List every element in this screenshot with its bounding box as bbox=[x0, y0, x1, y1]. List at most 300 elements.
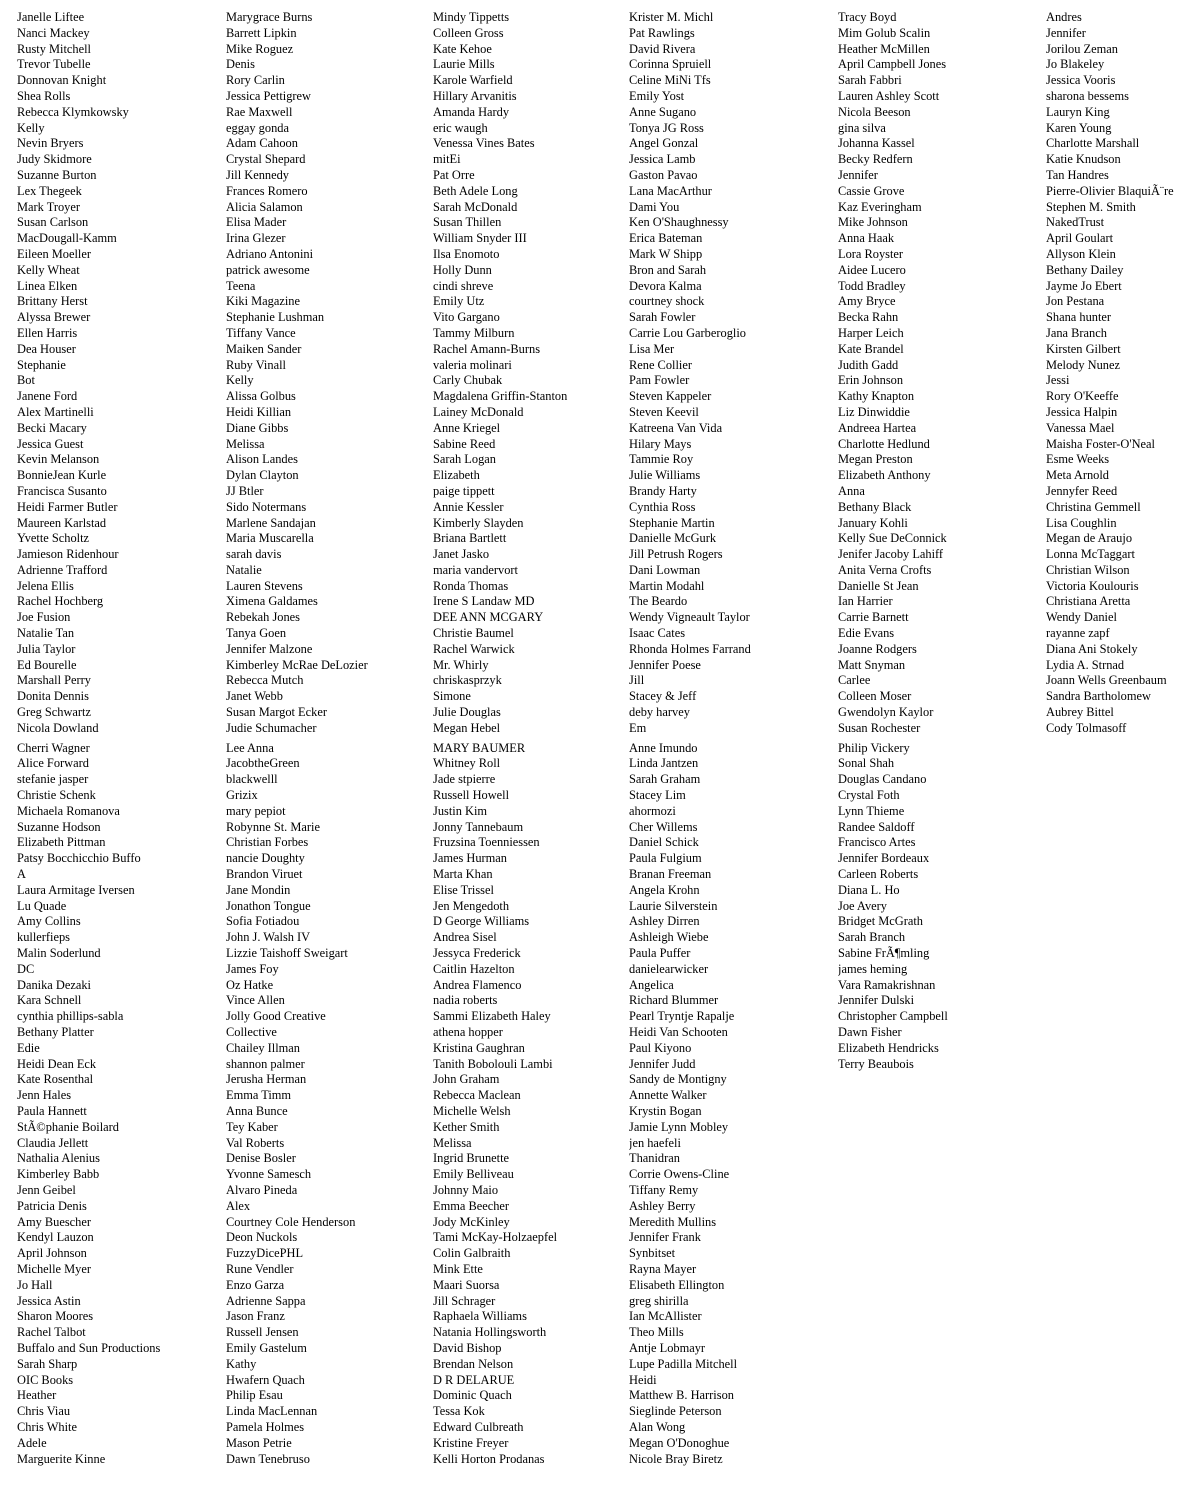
name-entry: Stacey Lim bbox=[629, 788, 686, 803]
name-entry: Shana hunter bbox=[1046, 310, 1112, 325]
name-entry: Jill bbox=[629, 673, 645, 688]
name-entry: rayanne zapf bbox=[1046, 626, 1110, 641]
name-entry: Kelly bbox=[226, 373, 254, 388]
name-entry: Bron and Sarah bbox=[629, 262, 707, 277]
name-entry: Heidi Dean Eck bbox=[17, 1056, 97, 1071]
name-entry: Sandy de Montigny bbox=[629, 1072, 727, 1087]
name-entry: Mark W Shipp bbox=[629, 246, 703, 261]
name-entry: Andres bbox=[1046, 10, 1082, 24]
name-entry: Anna bbox=[838, 483, 865, 498]
name-entry: Tessa Kok bbox=[433, 1404, 485, 1419]
name-entry: Terry Beaubois bbox=[838, 1056, 914, 1071]
name-entry: Denis bbox=[226, 57, 255, 72]
name-entry: Dani Lowman bbox=[629, 562, 701, 577]
name-entry: Jen Mengedoth bbox=[433, 898, 510, 913]
name-entry: Steven Kappeler bbox=[629, 389, 712, 404]
name-entry: Alyssa Brewer bbox=[17, 310, 91, 325]
name-entry: April Goulart bbox=[1046, 231, 1114, 246]
name-entry: Kirsten Gilbert bbox=[1046, 341, 1121, 356]
name-entry: Raphaela Williams bbox=[433, 1309, 527, 1324]
name-entry: Kendyl Lauzon bbox=[17, 1230, 94, 1245]
name-entry: Susan Thillen bbox=[433, 215, 502, 230]
name-entry: eggay gonda bbox=[226, 120, 289, 135]
name-entry: Kate Rosenthal bbox=[17, 1072, 94, 1087]
name-entry: Marygrace Burns bbox=[226, 10, 313, 24]
name-entry: Heather McMillen bbox=[838, 41, 930, 56]
name-entry: Krister M. Michl bbox=[629, 10, 714, 24]
name-entry: Justin Kim bbox=[433, 803, 488, 818]
name-entry: Kelli Horton Prodanas bbox=[433, 1451, 545, 1466]
name-entry: D George Williams bbox=[433, 914, 530, 929]
name-entry: maria vandervort bbox=[433, 562, 518, 577]
name-entry: Sabine FrÃ¶mling bbox=[838, 946, 930, 961]
name-entry: Francisca Susanto bbox=[17, 483, 107, 498]
name-entry: Edward Culbreath bbox=[433, 1419, 524, 1434]
name-entry: Jamieson Ridenhour bbox=[17, 547, 119, 562]
name-entry: Em bbox=[629, 720, 647, 735]
name-entry: Tanya Goen bbox=[226, 626, 287, 641]
name-entry: Philip Esau bbox=[226, 1388, 283, 1403]
name-entry: NakedTrust bbox=[1046, 215, 1105, 230]
name-entry: Chailey Illman bbox=[226, 1040, 300, 1055]
name-entry: Cody Tolmasoff bbox=[1046, 720, 1127, 735]
name-entry: Jane Mondin bbox=[226, 882, 291, 897]
name-entry: Alvaro Pineda bbox=[226, 1182, 298, 1197]
name-entry: Suzanne Hodson bbox=[17, 819, 101, 834]
name-entry: Paula Fulgium bbox=[629, 851, 702, 866]
name-entry: Adrienne Trafford bbox=[17, 562, 108, 577]
name-entry: Kaz Everingham bbox=[838, 199, 922, 214]
name-entry: Judie Schumacher bbox=[226, 720, 317, 735]
name-entry: Susan Carlson bbox=[17, 215, 89, 230]
name-entry: Becki Macary bbox=[17, 420, 87, 435]
name-entry: Jessica Halpin bbox=[1046, 404, 1118, 419]
name-entry: Sieglinde Peterson bbox=[629, 1404, 722, 1419]
name-entry: Susan Margot Ecker bbox=[226, 705, 327, 720]
name-entry: Colleen Moser bbox=[838, 689, 912, 704]
name-entry: Bethany Dailey bbox=[1046, 262, 1124, 277]
name-entry: Rune Vendler bbox=[226, 1261, 294, 1276]
name-entry: Christiana Aretta bbox=[1046, 594, 1131, 609]
name-entry: Maureen Karlstad bbox=[17, 515, 107, 530]
name-entry: Maria Muscarella bbox=[226, 531, 314, 546]
name-entry: Devora Kalma bbox=[629, 278, 702, 293]
name-entry: Steven Keevil bbox=[629, 404, 699, 419]
name-entry: Victoria Koulouris bbox=[1046, 578, 1139, 593]
name-entry: Kimberly Slayden bbox=[433, 515, 524, 530]
name-column-4 bbox=[629, 10, 829, 1467]
name-entry: Chris Viau bbox=[17, 1404, 71, 1419]
name-entry: Adrienne Sappa bbox=[226, 1293, 306, 1308]
name-entry: Meta Arnold bbox=[1046, 468, 1109, 483]
name-entry: Lee Anna bbox=[226, 740, 274, 755]
name-entry: Dawn Fisher bbox=[838, 1025, 902, 1039]
name-entry: A bbox=[17, 867, 26, 882]
name-entry: Jerusha Herman bbox=[226, 1072, 307, 1087]
name-entry: Denise Bosler bbox=[226, 1151, 296, 1166]
name-entry: Kevin Melanson bbox=[17, 452, 100, 467]
name-entry: Heather bbox=[17, 1388, 57, 1403]
name-entry: Cynthia Ross bbox=[629, 499, 696, 514]
name-entry: Deon Nuckols bbox=[226, 1230, 298, 1245]
name-entry: stefanie jasper bbox=[17, 772, 89, 787]
name-entry: mitEi bbox=[433, 152, 461, 167]
name-entry: DC bbox=[17, 961, 35, 976]
name-entry: Carlee bbox=[838, 673, 871, 688]
name-entry: Jonathon Tongue bbox=[226, 898, 311, 913]
name-entry: Jenn Hales bbox=[17, 1088, 72, 1103]
name-entry: Collective bbox=[226, 1025, 277, 1039]
name-entry: Sharon Moores bbox=[17, 1309, 94, 1324]
name-entry: Martin Modahl bbox=[629, 578, 705, 593]
name-entry: Angela Krohn bbox=[629, 882, 700, 897]
name-entry: deby harvey bbox=[629, 705, 690, 720]
name-entry: Corinna Spruiell bbox=[629, 57, 712, 72]
name-entry: Stephanie Lushman bbox=[226, 310, 325, 325]
name-entry: Philip Vickery bbox=[838, 740, 910, 755]
name-entry: danielearwicker bbox=[629, 961, 709, 976]
name-entry: Sarah Sharp bbox=[17, 1356, 78, 1371]
name-entry: Tonya JG Ross bbox=[629, 120, 704, 135]
name-entry: Alan Wong bbox=[629, 1419, 686, 1434]
name-entry: Michelle Myer bbox=[17, 1261, 91, 1276]
name-entry: Malin Soderlund bbox=[17, 946, 101, 961]
name-entry: Laura Armitage Iversen bbox=[17, 882, 135, 897]
name-entry: April Johnson bbox=[17, 1246, 87, 1261]
name-entry: Gaston Pavao bbox=[629, 167, 698, 182]
name-entry: Douglas Candano bbox=[838, 772, 927, 787]
name-entry: Jorilou Zeman bbox=[1046, 41, 1118, 56]
name-entry: Judith Gadd bbox=[838, 357, 899, 372]
name-entry: Ken O'Shaughnessy bbox=[629, 215, 729, 230]
name-entry: Suzanne Burton bbox=[17, 167, 97, 182]
name-entry: Michelle Welsh bbox=[433, 1103, 511, 1118]
name-entry: Charlotte Marshall bbox=[1046, 136, 1140, 151]
name-entry: Cher Willems bbox=[629, 819, 698, 834]
name-entry: Judy Skidmore bbox=[17, 152, 92, 167]
name-entry: Emma Timm bbox=[226, 1088, 292, 1103]
name-entry: Jill Kennedy bbox=[226, 167, 289, 182]
name-entry: Marshall Perry bbox=[17, 673, 91, 688]
name-entry: Janet Webb bbox=[226, 689, 283, 704]
name-entry: Christie Baumel bbox=[433, 626, 514, 641]
name-entry: JacobtheGreen bbox=[226, 756, 300, 771]
name-entry: Mim Golub Scalin bbox=[838, 25, 931, 40]
name-entry: athena hopper bbox=[433, 1025, 503, 1039]
name-entry: Jennifer Dulski bbox=[838, 993, 915, 1008]
name-entry: Branan Freeman bbox=[629, 867, 712, 882]
name-entry: Isaac Cates bbox=[629, 626, 686, 641]
name-entry: Edie Evans bbox=[838, 626, 895, 641]
name-entry: Celine MiNi Tfs bbox=[629, 73, 711, 88]
name-entry: Jennifer Judd bbox=[629, 1056, 696, 1071]
name-entry: shannon palmer bbox=[226, 1056, 305, 1071]
name-entry: Elisa Mader bbox=[226, 215, 287, 230]
name-entry: Stephanie bbox=[17, 357, 66, 372]
name-entry: Tiffany Vance bbox=[226, 325, 296, 340]
name-entry: Marlene Sandajan bbox=[226, 515, 316, 530]
name-entry: Heidi Farmer Butler bbox=[17, 499, 118, 514]
name-entry: Ellen Harris bbox=[17, 325, 78, 340]
name-entry: Janelle Liftee bbox=[17, 10, 85, 24]
name-entry: Lisa Mer bbox=[629, 341, 675, 356]
name-entry: Irene S Landaw MD bbox=[433, 594, 535, 609]
name-entry: Paula Puffer bbox=[629, 946, 691, 961]
name-entry: Francisco Artes bbox=[838, 835, 916, 850]
name-entry: Annette Walker bbox=[629, 1088, 707, 1103]
name-entry: Ruby Vinall bbox=[226, 357, 286, 372]
name-entry: Natalie bbox=[226, 562, 262, 577]
name-entry: Rebecca Mutch bbox=[226, 673, 304, 688]
name-entry: Ashley Berry bbox=[629, 1198, 696, 1213]
name-entry: Nicola Dowland bbox=[17, 720, 99, 735]
name-entry: Melissa bbox=[433, 1135, 472, 1150]
name-entry: Pierre-Olivier BlaquiÃ¨re bbox=[1046, 183, 1174, 198]
name-entry: April Campbell Jones bbox=[838, 57, 947, 72]
name-column-3 bbox=[433, 10, 633, 1467]
name-entry: Linda Jantzen bbox=[629, 756, 699, 771]
name-entry: Ian Harrier bbox=[838, 594, 893, 609]
name-entry: Wendy Daniel bbox=[1046, 610, 1117, 625]
name-entry: Sido Notermans bbox=[226, 499, 307, 514]
name-entry: Kiki Magazine bbox=[226, 294, 300, 309]
name-column-2 bbox=[226, 10, 426, 1467]
name-entry: Diana L. Ho bbox=[838, 882, 900, 897]
name-entry: Danielle McGurk bbox=[629, 531, 717, 546]
name-entry: Lauren Ashley Scott bbox=[838, 88, 940, 103]
name-entry: Charlotte Hedlund bbox=[838, 436, 930, 451]
name-entry: Lydia A. Strnad bbox=[1046, 657, 1125, 672]
name-entry: Todd Bradley bbox=[838, 278, 906, 293]
name-entry: Elisabeth Ellington bbox=[629, 1277, 725, 1292]
name-entry: Lora Royster bbox=[838, 246, 904, 261]
name-entry: Heidi bbox=[629, 1372, 657, 1387]
name-entry: Synbitset bbox=[629, 1246, 676, 1261]
name-entry: The Beardo bbox=[629, 594, 688, 609]
name-entry: jen haefeli bbox=[629, 1135, 681, 1150]
name-entry: D R DELARUE bbox=[433, 1372, 515, 1387]
name-entry: Megan Hebel bbox=[433, 720, 501, 735]
name-entry: Kathy Knapton bbox=[838, 389, 915, 404]
name-entry: Richard Blummer bbox=[629, 993, 719, 1008]
name-entry: Elizabeth Anthony bbox=[838, 468, 931, 483]
name-entry: Carleen Roberts bbox=[838, 867, 919, 882]
name-entry: Anna Haak bbox=[838, 231, 895, 246]
name-entry: Tanith Bobolouli Lambi bbox=[433, 1056, 553, 1071]
name-entry: patrick awesome bbox=[226, 262, 310, 277]
name-entry: Mike Roguez bbox=[226, 41, 294, 56]
name-entry: Danielle St Jean bbox=[838, 578, 919, 593]
name-entry: Maiken Sander bbox=[226, 341, 302, 356]
name-entry: Julia Taylor bbox=[17, 641, 76, 656]
name-entry: Jessica Pettigrew bbox=[226, 88, 311, 103]
name-entry: Emma Beecher bbox=[433, 1198, 510, 1213]
name-entry: Joann Wells Greenbaum bbox=[1046, 673, 1167, 688]
name-entry: greg shirilla bbox=[629, 1293, 689, 1308]
name-entry: Vanessa Mael bbox=[1046, 420, 1115, 435]
name-entry: Ilsa Enomoto bbox=[433, 246, 500, 261]
name-entry: Jessi bbox=[1046, 373, 1070, 388]
name-entry: Theo Mills bbox=[629, 1325, 684, 1340]
name-entry: Brittany Herst bbox=[17, 294, 88, 309]
name-column-6 bbox=[1046, 10, 1200, 737]
name-entry: Oz Hatke bbox=[226, 977, 274, 992]
name-entry: Rae Maxwell bbox=[226, 104, 293, 119]
name-entry: Megan Preston bbox=[838, 452, 913, 467]
name-entry: William Snyder III bbox=[433, 231, 527, 246]
name-entry: Tracy Boyd bbox=[838, 10, 897, 24]
name-entry: Rachel Hochberg bbox=[17, 594, 104, 609]
name-entry: Meredith Mullins bbox=[629, 1214, 717, 1229]
name-entry: Val Roberts bbox=[226, 1135, 285, 1150]
name-entry: Patricia Denis bbox=[17, 1198, 87, 1213]
name-entry: Mindy Tippetts bbox=[433, 10, 510, 24]
name-entry: Adele bbox=[17, 1435, 47, 1450]
name-entry: Nicole Bray Biretz bbox=[629, 1451, 723, 1466]
name-entry: Jill Petrush Rogers bbox=[629, 547, 723, 562]
name-entry: OIC Books bbox=[17, 1372, 74, 1387]
name-entry: chriskasprzyk bbox=[433, 673, 502, 688]
name-entry: Yvonne Samesch bbox=[226, 1167, 312, 1182]
name-entry: Irina Glezer bbox=[226, 231, 286, 246]
name-entry: Anna Bunce bbox=[226, 1103, 288, 1118]
name-entry: Pamela Holmes bbox=[226, 1419, 305, 1434]
name-entry: ahormozi bbox=[629, 803, 676, 818]
name-entry: Jessyca Frederick bbox=[433, 946, 521, 961]
name-entry: Emily Belliveau bbox=[433, 1167, 514, 1182]
name-entry: Colleen Gross bbox=[433, 25, 504, 40]
name-entry: nadia roberts bbox=[433, 993, 498, 1008]
name-entry: valeria molinari bbox=[433, 357, 512, 372]
name-entry: Becka Rahn bbox=[838, 310, 899, 325]
name-entry: Allyson Klein bbox=[1046, 246, 1116, 261]
name-entry: Rebecca Maclean bbox=[433, 1088, 521, 1103]
name-entry: Mike Johnson bbox=[838, 215, 908, 230]
name-entry: Sammi Elizabeth Haley bbox=[433, 1009, 551, 1024]
name-entry: Ian McAllister bbox=[629, 1309, 702, 1324]
name-entry: Emily Gastelum bbox=[226, 1340, 307, 1355]
name-entry: Daniel Schick bbox=[629, 835, 699, 850]
name-entry: Sandra Bartholomew bbox=[1046, 689, 1151, 704]
name-entry: James Hurman bbox=[433, 851, 507, 866]
name-entry: MacDougall-Kamm bbox=[17, 231, 117, 246]
name-entry: Paul Kiyono bbox=[629, 1040, 692, 1055]
name-entry: Nathalia Alenius bbox=[17, 1151, 100, 1166]
name-entry: Jo Blakeley bbox=[1046, 57, 1105, 72]
name-entry: Amy Bryce bbox=[838, 294, 896, 309]
name-entry: Alicia Salamon bbox=[226, 199, 303, 214]
name-entry: BonnieJean Kurle bbox=[17, 468, 107, 483]
name-entry: Antje Lobmayr bbox=[629, 1340, 706, 1355]
name-entry: January Kohli bbox=[838, 515, 908, 530]
name-entry: Stephanie Martin bbox=[629, 515, 715, 530]
name-entry: Mink Ette bbox=[433, 1261, 483, 1276]
name-entry: Annie Kessler bbox=[433, 499, 504, 514]
name-entry: blackwelll bbox=[226, 772, 278, 787]
name-entry: Jonny Tannebaum bbox=[433, 819, 524, 834]
name-entry: Alison Landes bbox=[226, 452, 298, 467]
name-entry: Nanci Mackey bbox=[17, 25, 90, 40]
name-entry: Elizabeth Pittman bbox=[17, 835, 106, 850]
name-entry: Dea Houser bbox=[17, 341, 76, 356]
name-entry: Venessa Vines Bates bbox=[433, 136, 535, 151]
name-entry: Dominic Quach bbox=[433, 1388, 512, 1403]
name-entry: Holly Dunn bbox=[433, 262, 492, 277]
name-entry: Mason Petrie bbox=[226, 1435, 292, 1450]
name-entry: Heidi Killian bbox=[226, 404, 292, 419]
name-entry: Kelly Sue DeConnick bbox=[838, 531, 947, 546]
name-entry: Janet Jasko bbox=[433, 547, 490, 562]
name-entry: Carly Chubak bbox=[433, 373, 503, 388]
name-entry: Kate Kehoe bbox=[433, 41, 492, 56]
name-entry: Susan Rochester bbox=[838, 720, 921, 735]
name-entry: Rhonda Holmes Farrand bbox=[629, 641, 751, 656]
name-entry: Pat Rawlings bbox=[629, 25, 695, 40]
name-entry: Jessica Lamb bbox=[629, 152, 696, 167]
name-entry: Paula Hannett bbox=[17, 1103, 87, 1118]
name-entry: Kelly bbox=[17, 120, 45, 135]
name-entry: Mark Troyer bbox=[17, 199, 80, 214]
name-entry: Lupe Padilla Mitchell bbox=[629, 1356, 738, 1371]
name-entry: John Graham bbox=[433, 1072, 500, 1087]
name-entry: Patsy Bocchicchio Buffo bbox=[17, 851, 141, 866]
name-entry: Magdalena Griffin-Stanton bbox=[433, 389, 568, 404]
name-entry: kullerfieps bbox=[17, 930, 70, 945]
name-entry: gina silva bbox=[838, 120, 886, 135]
name-entry: Alice Forward bbox=[17, 756, 89, 771]
name-entry: cindi shreve bbox=[433, 278, 494, 293]
name-entry: Ashleigh Wiebe bbox=[629, 930, 709, 945]
name-entry: Sarah Fowler bbox=[629, 310, 696, 325]
name-entry: Jade stpierre bbox=[433, 772, 496, 787]
name-entry: Donnovan Knight bbox=[17, 73, 107, 88]
name-entry: Kelly Wheat bbox=[17, 262, 80, 277]
name-entry: Randee Saldoff bbox=[838, 819, 915, 834]
name-entry: Briana Bartlett bbox=[433, 531, 507, 546]
name-entry: Tey Kaber bbox=[226, 1119, 278, 1134]
name-entry: Lynn Thieme bbox=[838, 803, 905, 818]
name-entry: Lauren Stevens bbox=[226, 578, 303, 593]
name-entry: Jody McKinley bbox=[433, 1214, 510, 1229]
name-entry: Jenn Geibel bbox=[17, 1182, 76, 1197]
name-entry: Katie Knudson bbox=[1046, 152, 1121, 167]
name-entry: Jolly Good Creative bbox=[226, 1009, 326, 1024]
name-entry: Cassie Grove bbox=[838, 183, 905, 198]
name-entry: Andrea Sisel bbox=[433, 930, 497, 945]
name-entry: Shea Rolls bbox=[17, 88, 71, 103]
name-entry: Edie bbox=[17, 1040, 40, 1055]
name-entry: Carrie Lou Garberoglio bbox=[629, 325, 746, 340]
name-entry: Alissa Golbus bbox=[226, 389, 296, 404]
name-entry: Sarah McDonald bbox=[433, 199, 518, 214]
name-entry: Joanne Rodgers bbox=[838, 641, 917, 656]
name-entry: JJ Btler bbox=[226, 483, 264, 498]
name-entry: Vara Ramakrishnan bbox=[838, 977, 936, 992]
name-entry: Michaela Romanova bbox=[17, 803, 120, 818]
name-entry: Jill Schrager bbox=[433, 1293, 496, 1308]
name-entry: Colin Galbraith bbox=[433, 1246, 511, 1261]
name-entry: Johnny Maio bbox=[433, 1182, 499, 1197]
name-entry: Kristina Gaughran bbox=[433, 1040, 525, 1055]
name-entry: Amanda Hardy bbox=[433, 104, 510, 119]
name-entry: Alex bbox=[226, 1198, 251, 1213]
name-entry: StÃ©phanie Boilard bbox=[17, 1119, 119, 1134]
name-entry: Lex Thegeek bbox=[17, 183, 82, 198]
name-entry: Stephen M. Smith bbox=[1046, 199, 1136, 214]
name-column-1 bbox=[17, 10, 217, 1467]
name-entry: Karen Young bbox=[1046, 120, 1112, 135]
name-entry: Diana Ani Stokely bbox=[1046, 641, 1138, 656]
